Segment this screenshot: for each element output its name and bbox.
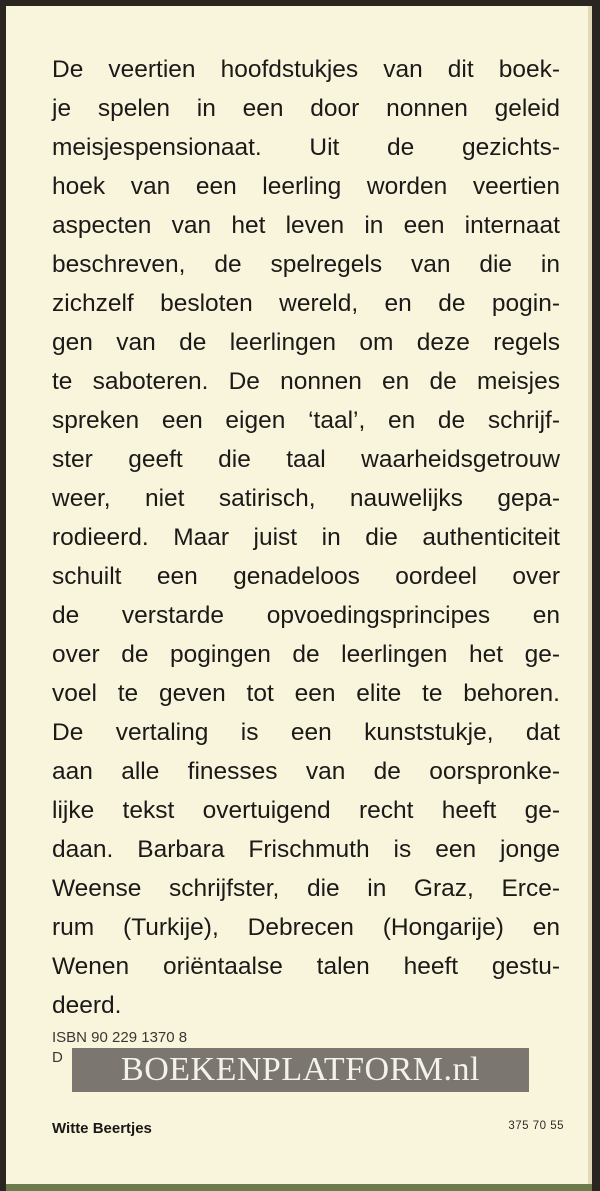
blurb-line: meisjespensionaat. Uit de gezichts- [52, 134, 560, 161]
blurb-line: rodieerd. Maar juist in die authenticiteit [52, 524, 560, 551]
blurb-line: spreken een eigen ‘taal’, en de schrijf- [52, 407, 560, 434]
blurb-line: de verstarde opvoedingsprincipes en [52, 602, 560, 629]
blurb-line: voel te geven tot een elite te behoren. [52, 680, 560, 707]
blurb-line: beschreven, de spelregels van die in [52, 251, 560, 278]
blurb-line: aan alle finesses van de oorspronke- [52, 758, 560, 785]
blurb-line: over de pogingen de leerlingen het ge- [52, 641, 560, 668]
blurb-line: De veertien hoofdstukjes van dit boek- [52, 56, 560, 83]
blurb-line: Wenen oriëntaalse talen heeft gestu- [52, 953, 560, 980]
blurb-line: Weense schrijfster, die in Graz, Erce- [52, 875, 560, 902]
blurb-line: schuilt een genadeloos oordeel over [52, 563, 560, 590]
blurb-line: zichzelf besloten wereld, en de pogin- [52, 290, 560, 317]
blurb-line: weer, niet satirisch, nauwelijks gepa- [52, 485, 560, 512]
blurb-text [52, 50, 560, 1025]
catalog-code: 375 70 55 [508, 1120, 564, 1132]
blurb-line: lijke tekst overtuigend recht heeft ge- [52, 797, 560, 824]
watermark-banner: BOEKENPLATFORM.nl [72, 1048, 529, 1092]
blurb-line: aspecten van het leven in een internaat [52, 212, 560, 239]
blurb-line: De vertaling is een kunststukje, dat [52, 719, 560, 746]
isbn-number: ISBN 90 229 1370 8 [52, 1029, 188, 1046]
cover-edge [6, 1184, 592, 1191]
blurb-line: hoek van een leerling worden veertien [52, 173, 560, 200]
blurb-line: gen van de leerlingen om deze regels [52, 329, 560, 356]
blurb-line: ster geeft die taal waarheidsgetrouw [52, 446, 560, 473]
blurb-line: daan. Barbara Frischmuth is een jonge [52, 836, 560, 863]
blurb-line: deerd. [52, 992, 122, 1019]
blurb-line: rum (Turkije), Debrecen (Hongarije) en [52, 914, 560, 941]
isbn-second-line: D [52, 1049, 63, 1066]
blurb-line: te saboteren. De nonnen en de meisjes [52, 368, 560, 395]
blurb-line: je spelen in een door nonnen geleid [52, 95, 560, 122]
series-name: Witte Beertjes [52, 1120, 152, 1137]
